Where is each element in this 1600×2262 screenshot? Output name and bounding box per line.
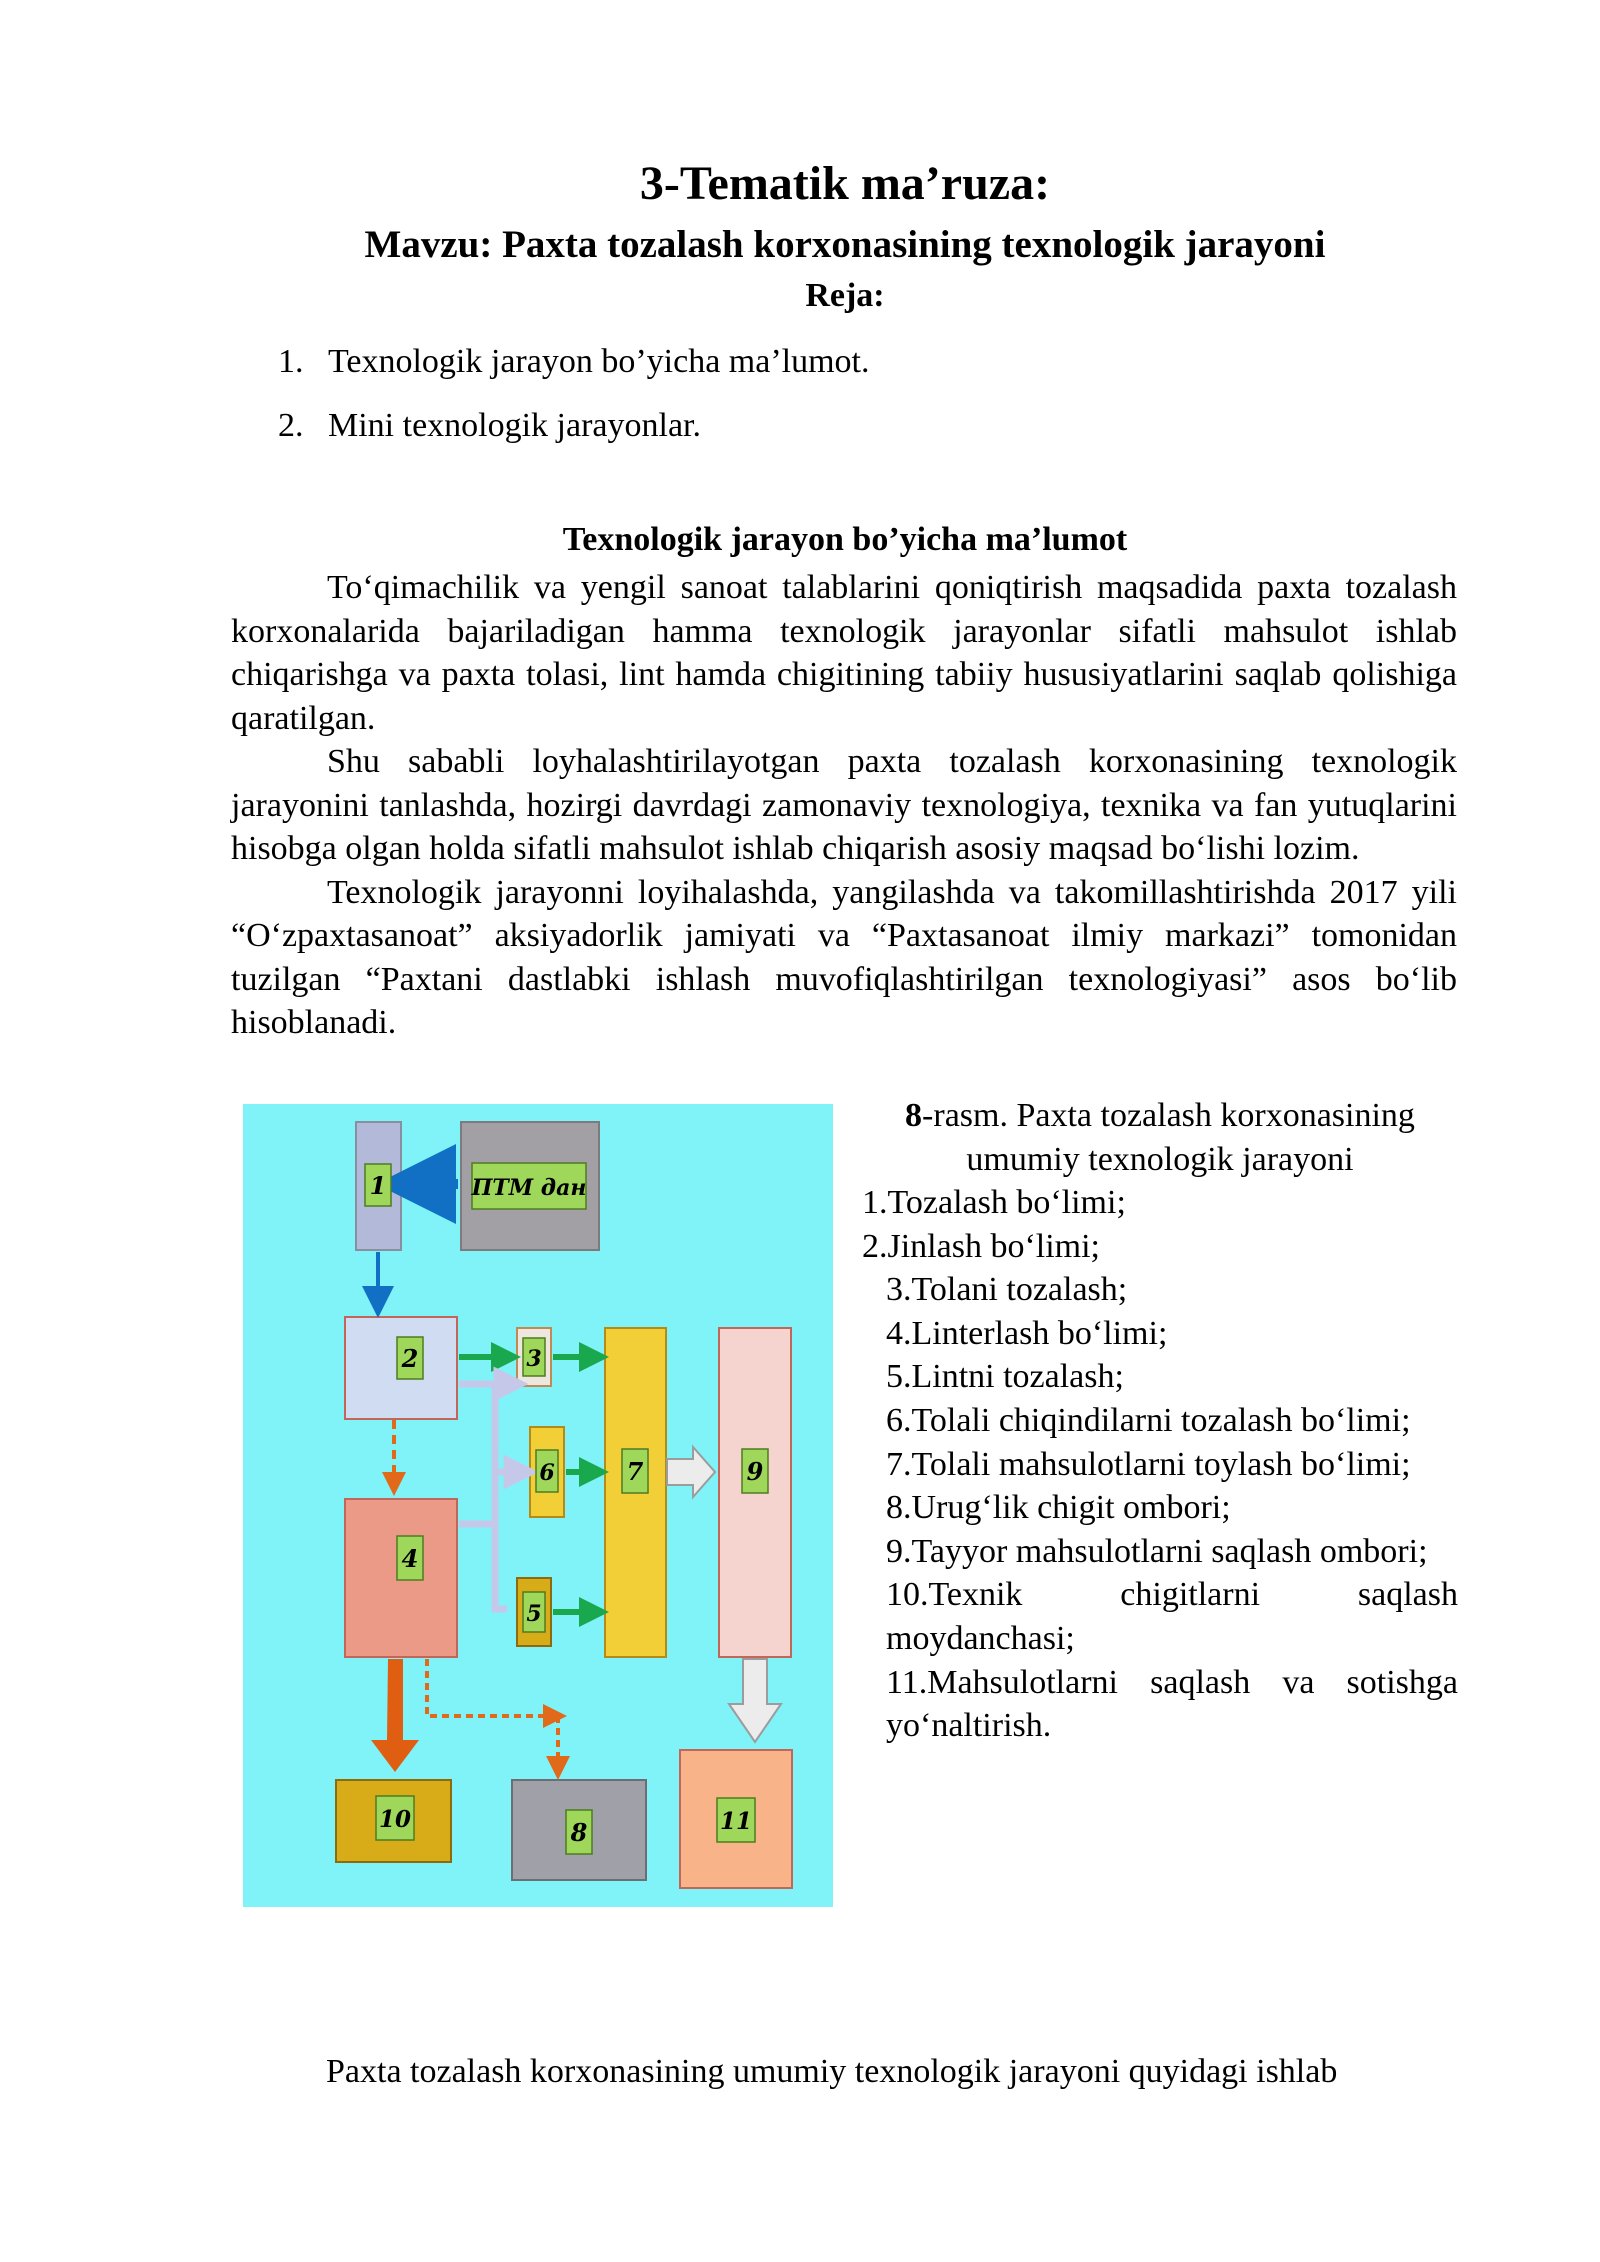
figure-number: 8 [905, 1097, 923, 1134]
label-tile [717, 1798, 755, 1842]
figure-legend [862, 1181, 1458, 1748]
plan-item [278, 406, 701, 446]
label-tile [376, 1796, 414, 1840]
plan-item-number: 2. [278, 407, 304, 444]
lecture-subject: Mavzu: Paxta tozalash korxonasining texnologik jarayoni [364, 223, 1326, 266]
label-tile [566, 1810, 592, 1854]
label-tile [397, 1536, 423, 1580]
plan-item [278, 342, 869, 382]
legend-item: 4.Linterlash bo‘limi; [886, 1314, 1168, 1352]
box-number: 6 [539, 1460, 555, 1486]
box-number: 11 [719, 1808, 753, 1835]
legend-item: 3.Tolani tozalash; [886, 1271, 1128, 1309]
legend-item: 6.Tolali chiqindilarni tozalash bo‘limi; [886, 1401, 1411, 1439]
label-tile [622, 1449, 648, 1493]
legend-item: 10.Texnik chigitlarni saqlash moydanchasi; [886, 1576, 1458, 1657]
figure-caption [860, 1094, 1460, 1182]
box-number: 2 [401, 1344, 419, 1373]
label-tile [471, 1163, 587, 1209]
legend-item: 9.Tayyor mahsulotlarni saqlash ombori; [886, 1532, 1428, 1570]
technological-process-diagram [243, 1104, 833, 1907]
label-tile [536, 1450, 558, 1492]
page-title: 3-Tematik ma’ruza: [639, 157, 1051, 210]
source-box-label: ПТМ дан [471, 1175, 587, 1201]
legend-item: 8.Urug‘lik chigit ombori; [886, 1489, 1231, 1527]
figure-caption-line1: -rasm. Paxta tozalash korxonasining [922, 1097, 1415, 1134]
box-number: 5 [526, 1601, 542, 1627]
plan-item-text: Texnologik jarayon bo’yicha ma’lumot. [328, 343, 870, 380]
legend-item: 11.Mahsulotlarni saqlash va sotishga yo‘naltirish. [886, 1663, 1458, 1745]
box-number: 8 [570, 1818, 588, 1847]
label-tile [523, 1592, 545, 1632]
paragraph: Shu sababli loyhalashtirilayotgan paxta tozalash korxonasining texnologik jarayonini tanlashda, hozirgi davrdagi zamonaviy texnologiya, texnika va fan yutuqlarini hisobga olgan holda sifatli mahsulot ishlab chiqarish asosiy maqsad bo‘lishi lozim. [231, 743, 1457, 867]
paragraph-continued: Paxta tozalash korxonasining umumiy texnologik jarayoni quyidagi ishlab [326, 2053, 1338, 2090]
box-number: 7 [626, 1457, 644, 1486]
label-tile [742, 1449, 768, 1493]
legend-item: 2.Jinlash bo‘limi; [862, 1227, 1100, 1265]
paragraph: Texnologik jarayonni loyihalashda, yangilashda va takomillashtirishda 2017 yili “O‘zpaxtasanoat” aksiyadorlik jamiyati va “Paxtasanoat ilmiy markazi” tomonidan tuzilgan “Paxtani dastlabki ishlash muvofiqlashtirilgan texnologiyasi” asos bo‘lib hisoblanadi. [231, 873, 1457, 1041]
box-number: 10 [378, 1806, 412, 1833]
label-tile [523, 1338, 545, 1376]
legend-item: 5.Lintni tozalash; [886, 1358, 1124, 1396]
plan-item-number: 1. [278, 343, 304, 380]
box-number: 1 [369, 1171, 387, 1200]
label-tile [397, 1337, 423, 1379]
paragraph: To‘qimachilik va yengil sanoat talablarini qoniqtirish maqsadida paxta tozalash korxonalarida bajariladigan hamma texnologik jarayonlar sifatli mahsulot ishlab chiqarishga va paxta tolasi, lint hamda chigitining tabiiy hususiyatlarini saqlab qolishiga qaratilgan. [231, 569, 1457, 737]
plan-heading: Reja: [805, 277, 885, 314]
legend-item: 1.Tozalash bo‘limi; [862, 1184, 1126, 1221]
figure-caption-line2: umumiy texnologik jarayoni [966, 1141, 1354, 1178]
box-number: 9 [746, 1457, 764, 1486]
legend-item: 7.Tolali mahsulotlarni toylash bo‘limi; [886, 1445, 1411, 1483]
plan-item-text: Mini texnologik jarayonlar. [328, 407, 701, 444]
box-number: 3 [526, 1346, 542, 1372]
box-number: 4 [401, 1544, 419, 1573]
body-paragraphs [231, 566, 1457, 1045]
label-tile [365, 1164, 391, 1206]
section-heading: Texnologik jarayon bo’yicha ma’lumot [562, 521, 1128, 558]
